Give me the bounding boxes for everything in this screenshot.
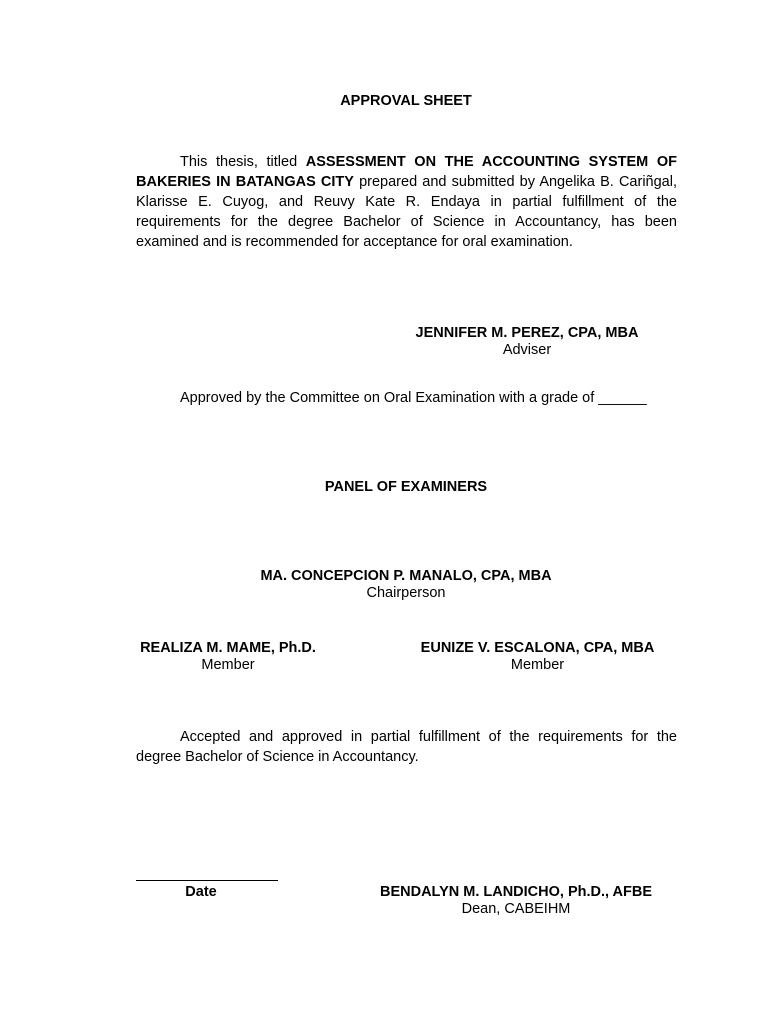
adviser-block	[406, 325, 648, 358]
chairperson-role: Chairperson	[366, 585, 446, 601]
member-name: EUNIZE V. ESCALONA, CPA, MBA	[420, 640, 655, 656]
member-role: Member	[201, 657, 255, 673]
intro-rest: prepared and submitted by Angelika B. Cariñgal, Klarisse E. Cuyog, and Reuvy Kate R. Endaya in partial fulfillment of the requirements for the degree Bachelor of Science in Accountancy, has been examined and is recommended for acceptance for oral examination.	[136, 174, 677, 250]
thesis-title: ASSESSMENT ON THE ACCOUNTING SYSTEM OF BAKERIES IN BATANGAS CITY	[136, 154, 678, 190]
acceptance-paragraph	[136, 727, 677, 767]
adviser-role: Adviser	[502, 342, 552, 358]
member-block	[128, 640, 328, 673]
committee-grade-line: Approved by the Committee on Oral Examination with a grade of ______	[180, 390, 647, 406]
adviser-name: JENNIFER M. PEREZ, CPA, MBA	[415, 325, 639, 341]
panel-heading: PANEL OF EXAMINERS	[324, 479, 488, 495]
intro-lead: This thesis, titled	[180, 154, 306, 170]
date-label: Date	[185, 884, 217, 900]
member-role: Member	[510, 657, 565, 673]
date-signature-line	[136, 880, 278, 881]
dean-name: BENDALYN M. LANDICHO, Ph.D., AFBE	[379, 884, 653, 900]
dean-block	[366, 884, 666, 917]
member-block	[400, 640, 675, 673]
dean-role: Dean, CABEIHM	[461, 901, 571, 917]
chairperson-block	[236, 568, 576, 601]
chairperson-name: MA. CONCEPCION P. MANALO, CPA, MBA	[260, 568, 552, 584]
member-name: REALIZA M. MAME, Ph.D.	[140, 640, 316, 656]
intro-paragraph	[136, 152, 677, 252]
page-title: APPROVAL SHEET	[340, 93, 472, 109]
acceptance-text: Accepted and approved in partial fulfillment of the requirements for the degree Bachelor of Science in Accountancy.	[136, 729, 677, 765]
